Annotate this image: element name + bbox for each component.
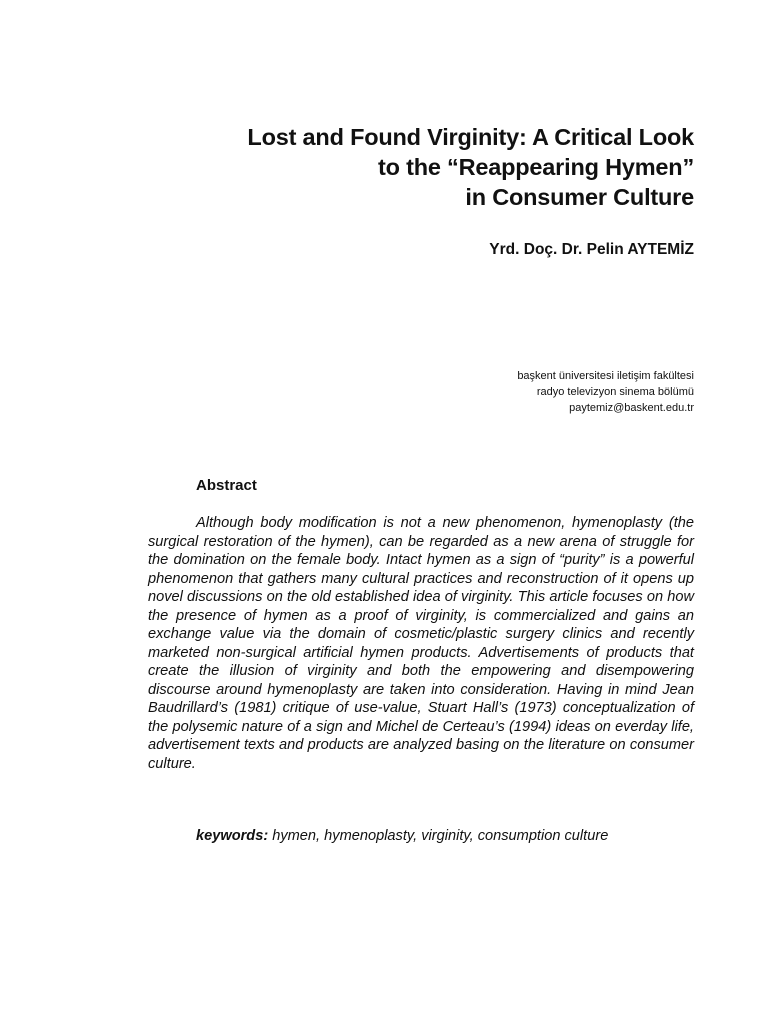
author-affiliation xyxy=(400,368,694,416)
keywords-label: keywords: xyxy=(196,828,269,844)
abstract-heading: Abstract xyxy=(196,477,257,494)
title-line-3: in Consumer Culture xyxy=(465,184,694,210)
title-line-2: to the “Reappearing Hymen” xyxy=(377,154,694,180)
title-line-1: Lost and Found Virginity: A Critical Look xyxy=(247,124,694,150)
keywords-list: hymen, hymenoplasty, virginity, consumption culture xyxy=(268,828,609,844)
affiliation-institution: başkent üniversitesi iletişim fakültesi xyxy=(517,370,694,382)
paper-title xyxy=(150,122,694,212)
keywords-line xyxy=(196,826,694,846)
affiliation-department: radyo televizyon sinema bölümü xyxy=(536,386,694,398)
author-email: paytemiz@baskent.edu.tr xyxy=(569,402,694,414)
author-name: Yrd. Doç. Dr. Pelin AYTEMİZ xyxy=(489,241,694,258)
abstract-body: Although body modification is not a new phenomenon, hymenoplasty (the surgical restoration of the hymen), can be regarded as a new arena of struggle for the domination on the female body. Intact hymen as a sign of “purity” is a powerful phenomenon that gathers many cultural practices and reconstruction of it opens up novel discussions on the old established idea of virginity. This article focuses on how the presence of hymen as a proof of virginity, is commercialized and gains an exchange value via the domain of cosmetic/plastic surgery clinics and recently marketed non-surgical artificial hymen products. Advertisements of products that create the illusion of virginity and both the empowering and disempowering discourse around hymenoplasty are taken into consideration. Having in mind Jean Baudrillard’s (1981) critique of use-value, Stuart Hall’s (1973) conceptualization of the polysemic nature of a sign and Michel de Certeau’s (1994) ideas on everday life, advertisement texts and products are analyzed basing on the literature on consumer culture. xyxy=(148,515,694,772)
